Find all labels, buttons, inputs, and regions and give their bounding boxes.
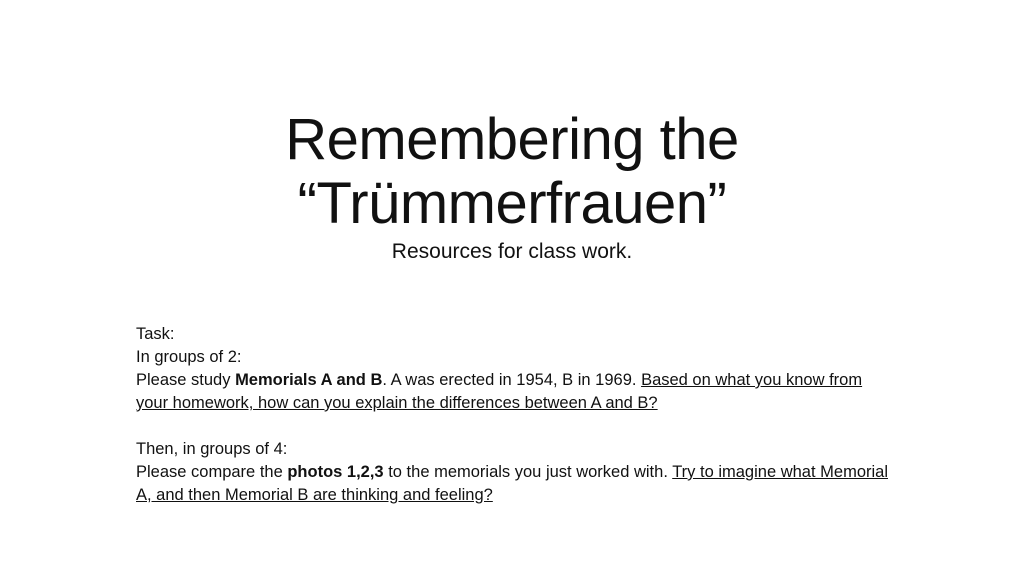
para1-middle: . A was erected in 1954, B in 1969.	[382, 371, 642, 389]
groups-of-4-label: Then, in groups of 4:	[136, 440, 288, 458]
groups-of-2-label: In groups of 2:	[136, 348, 242, 366]
task-label: Task:	[136, 325, 175, 343]
para2-middle: to the memorials you just worked with.	[383, 463, 673, 481]
memorials-emphasis: Memorials A and B	[235, 371, 383, 389]
title-line-1: Remembering the	[285, 107, 739, 172]
spacer	[136, 415, 896, 438]
task-paragraph-2	[136, 461, 896, 507]
para1-prefix: Please study	[136, 371, 236, 389]
photos-emphasis: photos 1,2,3	[287, 463, 384, 481]
task-section	[136, 323, 896, 507]
slide-subtitle: Resources for class work.	[391, 240, 633, 263]
slide-title	[0, 108, 1024, 236]
title-line-2: “Trümmerfrauen”	[297, 171, 727, 236]
question-1-underlined: Based on what you know from your homework, how can you explain the differences between A and B?	[136, 371, 863, 412]
para2-prefix: Please compare the	[136, 463, 288, 481]
task-paragraph-1	[136, 369, 896, 415]
question-2-underlined: Try to imagine what Memorial A, and then Memorial B are thinking and feeling?	[136, 463, 888, 504]
